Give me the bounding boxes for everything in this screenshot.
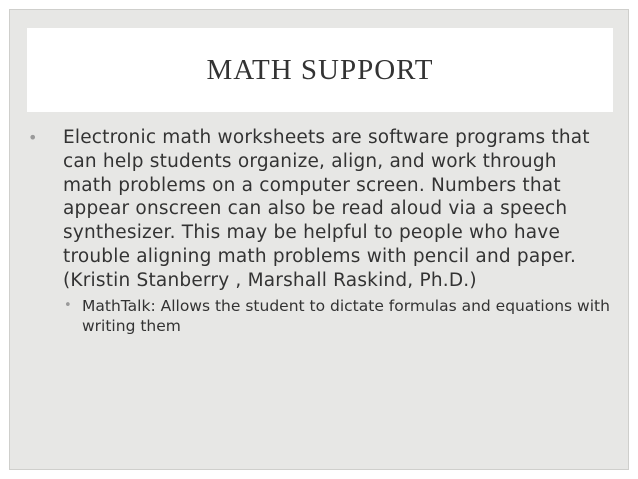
bullet-dot-icon: • [28,128,38,147]
slide-content [28,126,610,336]
bullet-text: Electronic math worksheets are software programs that can help students organize, align, and work through math problems on a computer screen. Numbers that appear onscreen can also be read aloud via a speech synthesizer. This may be helpful to people who have trouble aligning math problems with pencil and paper. (Kristin Stanberry , Marshall Raskind, Ph.D.) [63,127,590,291]
sub-bullet-item [28,296,610,336]
slide-title: MATH SUPPORT [206,53,434,86]
sub-bullet-text: MathTalk: Allows the student to dictate formulas and equations with writing them [82,296,610,335]
bullet-item [28,126,610,293]
slide-panel [9,9,629,470]
sub-bullet-dot-icon: • [64,297,72,313]
title-box [27,28,613,112]
